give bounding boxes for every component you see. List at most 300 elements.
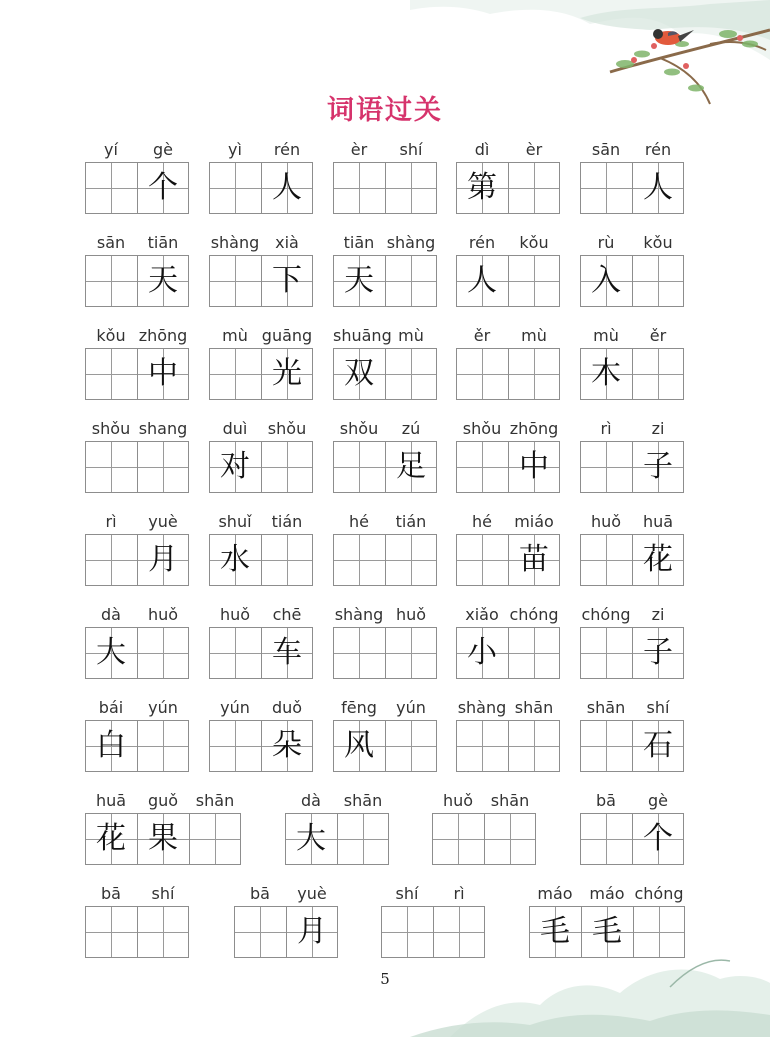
writing-cell[interactable] [261,419,313,471]
hanzi-character: 光 [272,356,302,391]
hanzi-character [580,720,632,772]
writing-cell[interactable] [632,419,684,484]
pinyin-label: shang [138,419,188,438]
pinyin-label: shí [646,698,670,717]
writing-cell[interactable] [333,419,385,471]
word-group [85,791,241,871]
hanzi-character [333,534,385,586]
writing-cell[interactable] [508,326,560,378]
pinyin-label: tiān [343,233,375,252]
writing-cell[interactable] [209,512,261,577]
hanzi-character [337,813,389,865]
hanzi-character [85,348,137,400]
pinyin-label: rì [105,512,117,531]
hanzi-character [381,906,433,958]
word-group [580,233,684,313]
pinyin-label: shǒu [339,419,379,438]
hanzi-character: 花 [96,821,126,856]
pinyin-label: zi [651,419,665,438]
hanzi-character: 中 [148,356,178,391]
hanzi-character [508,720,560,772]
word-group [85,512,189,592]
pinyin-label: shān [195,791,235,810]
cell-divider [633,906,634,958]
pinyin-label: rén [468,233,496,252]
writing-cell[interactable] [632,512,684,577]
hanzi-character [580,534,632,586]
pinyin-label: rì [600,419,612,438]
writing-cell[interactable] [85,233,137,285]
writing-cell[interactable] [85,698,137,763]
writing-cell[interactable] [85,884,137,936]
cell-divider [508,441,509,493]
writing-cell[interactable] [484,791,536,843]
hanzi-character [633,906,685,958]
cell-divider [632,627,633,679]
word-group [456,233,560,313]
cell-divider [385,441,386,493]
word-group [209,326,313,406]
writing-cell[interactable] [456,419,508,471]
writing-cell[interactable] [85,512,137,564]
writing-cell[interactable] [286,884,338,949]
pinyin-label: yún [148,698,178,717]
writing-cell[interactable] [385,326,437,378]
writing-cell[interactable] [632,326,684,378]
writing-cell[interactable] [580,512,632,564]
pinyin-label: shān [490,791,530,810]
pinyin-label: dà [101,605,121,624]
writing-cell[interactable] [85,140,137,192]
hanzi-character [189,813,241,865]
hanzi-character: 子 [643,635,673,670]
word-row [0,419,770,499]
hanzi-character: 天 [148,263,178,298]
hanzi-character: 对 [220,449,250,484]
pinyin-label: tiān [147,233,179,252]
word-group [580,791,684,871]
cell-divider [137,534,138,586]
pinyin-label: sān [96,233,126,252]
word-group [580,605,684,685]
pinyin-label: tián [271,512,303,531]
cell-divider [581,906,582,958]
pinyin-label: huā [95,791,127,810]
writing-cell[interactable] [580,233,632,298]
word-group [456,698,560,778]
pinyin-label: tián [395,512,427,531]
cell-divider [508,255,509,307]
pinyin-label: zú [401,419,421,438]
writing-cell[interactable] [632,791,684,856]
writing-cell[interactable] [632,605,684,670]
pinyin-label: shí [151,884,175,903]
writing-cell[interactable] [456,605,508,670]
pinyin-label: huǒ [442,791,474,810]
writing-cell[interactable] [209,698,261,750]
writing-cell[interactable] [508,512,560,577]
pinyin-label: hé [349,512,369,531]
hanzi-character [385,720,437,772]
writing-cell[interactable] [385,512,437,564]
hanzi-character: 月 [297,914,327,949]
hanzi-character [234,906,286,958]
pinyin-label: yuè [148,512,178,531]
hanzi-character [508,348,560,400]
cell-divider [137,627,138,679]
writing-cell[interactable] [261,326,313,391]
word-group [285,791,389,871]
pinyin-label: guǒ [147,791,179,810]
hanzi-character: 个 [643,821,673,856]
hanzi-character: 下 [272,263,302,298]
pinyin-label: máo [537,884,573,903]
hanzi-character: 花 [643,542,673,577]
hanzi-character [85,906,137,958]
pinyin-label: xià [275,233,299,252]
writing-cell[interactable] [137,698,189,750]
cell-divider [261,441,262,493]
writing-cell[interactable] [85,605,137,670]
pinyin-label: sān [591,140,621,159]
hanzi-character [385,534,437,586]
writing-cell[interactable] [632,140,684,205]
writing-cell[interactable] [385,419,437,484]
cell-divider [261,534,262,586]
pinyin-label: mù [521,326,547,345]
word-group [333,512,437,592]
word-row [0,326,770,406]
word-row [0,233,770,313]
pinyin-label: shàng [457,698,507,717]
cell-divider [137,162,138,214]
hanzi-character: 月 [148,542,178,577]
pinyin-label: guāng [261,326,313,345]
cell-divider [137,348,138,400]
hanzi-character: 人 [272,170,302,205]
writing-cell[interactable] [137,605,189,657]
writing-cell[interactable] [433,884,485,936]
hanzi-character: 水 [220,542,250,577]
writing-cell[interactable] [580,698,632,750]
pinyin-label: èr [350,140,368,159]
writing-cell[interactable] [580,326,632,391]
cell-divider [286,906,287,958]
pinyin-label: shuǐ [218,512,252,531]
pinyin-label: shǒu [462,419,502,438]
hanzi-character [632,348,684,400]
hanzi-character: 人 [467,263,497,298]
pinyin-label: yí [104,140,118,159]
writing-cell[interactable] [508,698,560,750]
word-group [209,233,313,313]
pinyin-label: chē [272,605,302,624]
cell-divider [137,813,138,865]
writing-cell[interactable] [456,140,508,205]
pinyin-label: duì [222,419,248,438]
writing-cell[interactable] [456,698,508,750]
writing-cell[interactable] [632,698,684,763]
word-group [85,326,189,406]
pinyin-label: shàng [386,233,436,252]
hanzi-character [261,534,313,586]
pinyin-label: chóng [581,605,631,624]
cell-divider [189,813,190,865]
pinyin-label: mù [593,326,619,345]
pinyin-label: xiǎo [465,605,499,624]
hanzi-character: 入 [591,263,621,298]
hanzi-character [385,255,437,307]
hanzi-character [580,162,632,214]
pinyin-label: ěr [649,326,667,345]
writing-cell[interactable] [580,419,632,471]
hanzi-character [209,162,261,214]
writing-cell[interactable] [632,233,684,285]
writing-cell[interactable] [137,326,189,391]
writing-cell[interactable] [261,233,313,298]
page-number: 5 [380,970,390,988]
word-group [580,140,684,220]
word-group [580,326,684,406]
hanzi-character: 车 [272,635,302,670]
pinyin-label: miáo [514,512,554,531]
writing-cell[interactable] [209,605,261,657]
hanzi-character [484,813,536,865]
writing-cell[interactable] [285,791,337,856]
pinyin-label: gè [153,140,173,159]
pinyin-label: shuāng [333,326,392,345]
writing-cell[interactable] [85,419,137,471]
writing-cell[interactable] [580,605,632,657]
writing-cell[interactable] [261,605,313,670]
writing-cell[interactable] [333,326,392,391]
hanzi-character [209,627,261,679]
hanzi-character [385,348,437,400]
writing-cell[interactable] [261,698,313,763]
word-row [0,512,770,592]
writing-cell[interactable] [381,884,433,936]
hanzi-character [85,441,137,493]
word-group [333,419,437,499]
writing-cell[interactable] [385,698,437,750]
cell-divider [137,255,138,307]
hanzi-character [85,162,137,214]
writing-cell[interactable] [85,326,137,378]
hanzi-character: 足 [396,449,426,484]
pinyin-label: kǒu [96,326,126,345]
word-group [85,884,189,964]
pinyin-label: gè [648,791,668,810]
writing-cell[interactable] [85,791,137,856]
writing-cell[interactable] [234,884,286,936]
word-group [85,698,189,778]
hanzi-character [333,162,385,214]
hanzi-character [508,255,560,307]
hanzi-character: 中 [519,449,549,484]
hanzi-character [508,162,560,214]
hanzi-character: 朵 [272,728,302,763]
hanzi-character: 木 [591,356,621,391]
hanzi-character: 大 [296,821,326,856]
pinyin-label: chóng [509,605,559,624]
writing-cell[interactable] [189,791,241,843]
pinyin-label: shǒu [267,419,307,438]
writing-cell[interactable] [508,233,560,285]
writing-cell[interactable] [508,605,560,657]
hanzi-character [261,441,313,493]
writing-cell[interactable] [456,326,508,378]
writing-cell[interactable] [333,605,385,657]
hanzi-character: 毛 [592,914,622,949]
pinyin-label: rù [597,233,615,252]
writing-cell[interactable] [137,884,189,936]
word-group [456,512,560,592]
hanzi-character [385,627,437,679]
pinyin-label: yì [228,140,242,159]
pinyin-label: rén [273,140,301,159]
pinyin-label: yuè [297,884,327,903]
hanzi-character [209,348,261,400]
hanzi-character: 石 [643,728,673,763]
pinyin-label: zi [651,605,665,624]
pinyin-label: dì [474,140,490,159]
writing-cell[interactable] [209,140,261,192]
cell-divider [385,348,386,400]
writing-cell[interactable] [261,140,313,205]
pinyin-label: huǒ [147,605,179,624]
pinyin-label: huǒ [219,605,251,624]
cell-divider [137,720,138,772]
pinyin-label: shàng [210,233,260,252]
word-group [85,605,189,685]
pinyin-label: bā [596,791,616,810]
writing-cell[interactable] [633,884,685,936]
hanzi-character [580,441,632,493]
writing-cell[interactable] [529,884,581,949]
word-group [456,326,560,406]
writing-cell[interactable] [137,791,189,856]
pinyin-label: ěr [473,326,491,345]
writing-cell[interactable] [333,512,385,564]
cell-divider [632,348,633,400]
hanzi-character [137,441,189,493]
cell-divider [508,627,509,679]
cell-divider [261,627,262,679]
cell-divider [632,441,633,493]
hanzi-character [456,534,508,586]
word-row [0,698,770,778]
pinyin-label: huǒ [395,605,427,624]
hanzi-character: 毛 [540,914,570,949]
hanzi-character [456,441,508,493]
hanzi-character: 苗 [519,542,549,577]
pinyin-label: hé [472,512,492,531]
hanzi-character [209,720,261,772]
pinyin-label: chóng [634,884,684,903]
writing-cell[interactable] [137,233,189,298]
word-group [529,884,685,964]
word-group [209,605,313,685]
writing-cell[interactable] [456,233,508,298]
writing-cell[interactable] [385,233,437,285]
word-group [209,419,313,499]
word-group [456,419,560,499]
cell-divider [137,906,138,958]
pinyin-label: máo [589,884,625,903]
pinyin-label: huā [642,512,674,531]
word-group [381,884,485,964]
cell-divider [385,255,386,307]
writing-cell[interactable] [333,140,385,192]
writing-cell[interactable] [385,140,437,192]
hanzi-character [580,813,632,865]
cell-divider [508,162,509,214]
cell-divider [261,348,262,400]
pinyin-label: mù [398,326,424,345]
pinyin-label: fēng [341,698,377,717]
writing-cell[interactable] [261,512,313,564]
hanzi-character: 风 [344,728,374,763]
writing-cell[interactable] [137,512,189,577]
cell-divider [137,441,138,493]
cell-divider [508,720,509,772]
writing-cell[interactable] [209,419,261,484]
pinyin-label: shí [395,884,419,903]
writing-cell[interactable] [209,233,261,285]
writing-cell[interactable] [385,605,437,657]
writing-cell[interactable] [432,791,484,843]
word-row [0,140,770,220]
cell-divider [385,534,386,586]
pinyin-label: duǒ [271,698,303,717]
pinyin-label: mù [222,326,248,345]
hanzi-character [632,255,684,307]
word-row [0,605,770,685]
writing-cell[interactable] [337,791,389,843]
hanzi-character: 子 [643,449,673,484]
hanzi-character: 小 [467,635,497,670]
hanzi-character: 大 [96,635,126,670]
cell-divider [632,534,633,586]
word-group [580,698,684,778]
pinyin-label: kǒu [519,233,549,252]
hanzi-character: 人 [643,170,673,205]
cell-divider [508,348,509,400]
word-row [0,884,770,964]
word-group [85,419,189,499]
writing-cell[interactable] [333,698,385,763]
writing-cell[interactable] [456,512,508,564]
writing-cell[interactable] [137,419,189,471]
writing-cell[interactable] [137,140,189,205]
writing-cell[interactable] [580,140,632,192]
writing-cell[interactable] [209,326,261,378]
writing-cell[interactable] [333,233,385,298]
writing-cell[interactable] [580,791,632,843]
cell-divider [632,813,633,865]
hanzi-character [137,627,189,679]
writing-cell[interactable] [508,419,560,484]
word-group [333,326,437,406]
writing-cell[interactable] [581,884,633,949]
pinyin-label: shǒu [91,419,131,438]
word-group [333,233,437,313]
pinyin-label: bā [250,884,270,903]
word-group [85,140,189,220]
writing-cell[interactable] [508,140,560,192]
hanzi-character [456,720,508,772]
word-group [333,140,437,220]
